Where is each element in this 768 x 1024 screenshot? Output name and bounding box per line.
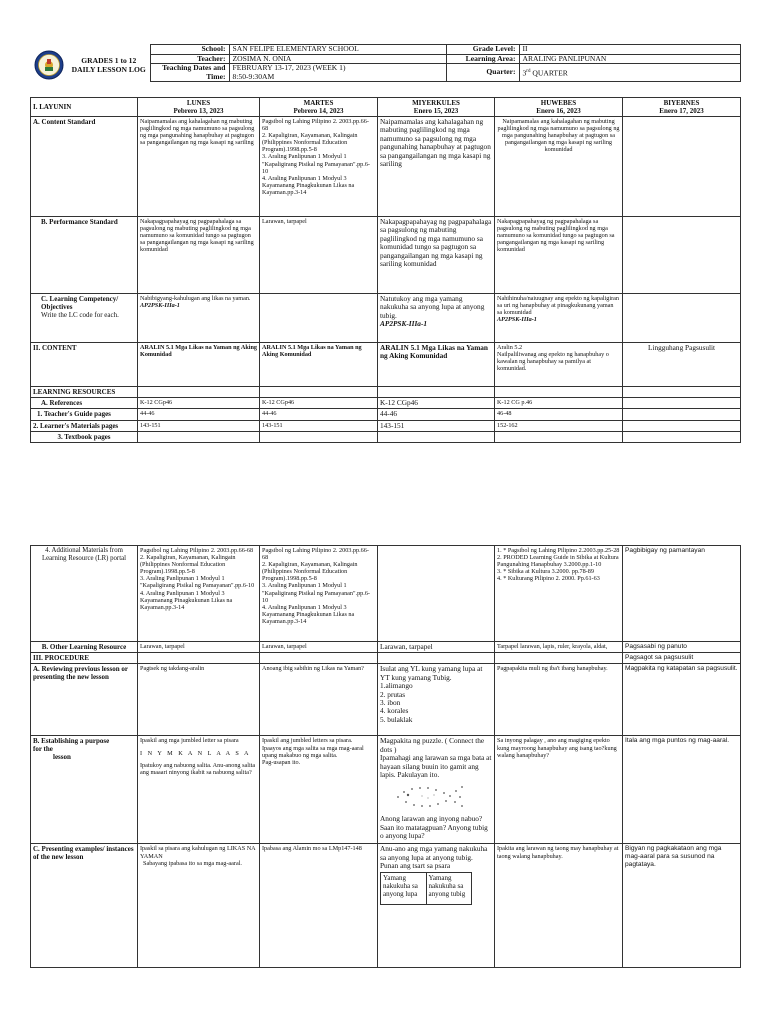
content-fri: Lingguhang Pagsusulit: [623, 343, 741, 387]
day-header-wed: MIYERKULES Enero 15, 2023: [378, 98, 495, 117]
performance-standard-tue: Larawan, tarpapel: [260, 217, 378, 294]
procedure-fri: Pagsagot sa pagsusulit: [623, 653, 741, 664]
additional-wed: [378, 546, 495, 642]
establishing-thu: Sa inyong palagay , ano ang magiging epekto kung mayroong hanapbuhay ang isang tao?kung walang hanapbuhay?: [495, 736, 623, 844]
performance-standard-mon: Nakapagpapahayag ng pagpapahalaga sa pagsulong ng mabuting paglilingkod ng mga namumuno sa komunidad tungo sa pagtugon sa pangangailangan ng mga kasapi ng sariling komunidad: [138, 217, 260, 294]
references-fri: [623, 398, 741, 409]
references-wed: K-12 CGp46: [378, 398, 495, 409]
teachers-guide-mon: 44-46: [138, 409, 260, 420]
teachers-guide-fri: [623, 409, 741, 420]
teacher-label: Teacher:: [150, 54, 229, 64]
additional-mon: Pagsibol ng Lahing Pilipino 2. 2003.pp.66-68 2. Kapaligiran, Kayamanan, Kalingain (Philippines Nonformal Education Program).1998.pp.5-8 3. Araling Panlipunan 1 Modyul 1 "Kapaligirang Pisikal ng Pamayanan".pp.6-10 4. Araling Panlipunan 1 Modyul 3 Kayamanang Pinagkukunan Likas na Kayaman.pp.3-14: [138, 546, 260, 642]
performance-standard-thu: Nakapagpapahayag ng pagpapahalaga sa pagsulong ng mabuting paglilingkod ng mga namumuno sa komunidad tungo sa pagtugon sa pangangailangan ng mga kasapi ng sariling komunidad: [495, 217, 623, 294]
school-value: SAN FELIPE ELEMENTARY SCHOOL: [229, 45, 446, 55]
teachers-guide-tue: 44-46: [260, 409, 378, 420]
dll-title-cell: [68, 45, 150, 86]
additional-tue: Pagsibol ng Lahing Pilipino 2. 2003.pp.66-68 2. Kapaligiran, Kayamanan, Kalingain (Philippines Nonformal Education Program).1998.pp.5-8 3. Araling Panlipunan 1 Modyul 1 "Kapaligirang Pisikal ng Pamayanan".pp.6-10 4. Araling Panlipunan 1 Modyul 3 Kayamanang Pinagkukunan Likas na Kayaman.pp.3-14: [260, 546, 378, 642]
references-thu: K-12 CG p.46: [495, 398, 623, 409]
chart-col-tubig: Yamang nakukuha sa anyong tubig: [426, 872, 472, 904]
references-label: A. References: [31, 398, 138, 409]
school-label: School:: [150, 45, 229, 55]
area-value: ARALING PANLIPUNAN: [519, 54, 740, 64]
reviewing-tue: Anoang ibig sabihin ng Likas na Yaman?: [260, 664, 378, 736]
content-standard-wed: Naipamamalas ang kahalagahan ng mabuting paglilingkod ng mga namumuno sa pagsulong ng mga pangunahing hanapbuhay at pagtugon sa pangangailangan ng mga kasapi ng sariling: [378, 117, 495, 217]
resources-chart: [380, 872, 472, 905]
day-header-mon: LUNES Pebrero 13, 2023: [138, 98, 260, 117]
references-tue: K-12 CGp46: [260, 398, 378, 409]
learning-competency-fri: [623, 294, 741, 343]
other-resources-fri: Pagsasabi ng panuto: [623, 642, 741, 653]
reviewing-thu: Pagpapakita muli ng iba't ibang hanapbuhay.: [495, 664, 623, 736]
lc-code-thu: AP2PSK-IIIa-1: [497, 316, 537, 324]
learners-materials-mon: 143-151: [138, 420, 260, 431]
quarter-value: 3rd QUARTER: [519, 64, 740, 82]
connect-the-dots-fish-icon: [392, 782, 472, 812]
teachers-guide-thu: 46-48: [495, 409, 623, 420]
dates-value: FEBRUARY 13-17, 2023 (WEEK 1): [232, 63, 346, 73]
learning-competency-tue: [260, 294, 378, 343]
presenting-mon: Ipaskil sa pisara ang kahulugan ng LIKAS NA YAMAN Sabayang ipabasa ito sa mga mag-aaral.: [138, 844, 260, 968]
dll-title-line2: DAILY LESSON LOG: [71, 65, 146, 75]
lc-code-mon: AP2PSK-IIIa-1: [140, 302, 180, 310]
establishing-wed: Magpakita ng puzzle. ( Connect the dots ) Ipamahagi ang larawan sa mga bata at hayaan silang buuin ito gamit ang lapis. Pakulayan ito. Anong larawan ang inyong nabuo? Saan ito matatagpuan? Anyong tubig o anyong lupa?: [378, 736, 495, 844]
jumbled-letters: I N Y M K A N L A A S A: [140, 749, 251, 757]
presenting-fri: Bigyan ng pagkakataon ang mga mag-aaral para sa susunod na pagtataya.: [623, 844, 741, 968]
learners-materials-thu: 152-162: [495, 420, 623, 431]
day-header-fri: BIYERNES Enero 17, 2023: [623, 98, 741, 117]
performance-standard-wed: Nakapagpapahayag ng pagpapahalaga sa pagsulong ng mabuting paglilingkod ng mga namumuno sa komunidad tungo sa pagtugon sa pangangailangan ng mga kasapi ng sariling komunidad: [378, 217, 495, 294]
learners-materials-tue: 143-151: [260, 420, 378, 431]
content-wed: ARALIN 5.1 Mga Likas na Yaman ng Aking Komunidad: [378, 343, 495, 387]
teacher-value: ZOSIMA N. ONIA: [229, 54, 446, 64]
lc-code-note: Write the LC code for each.: [41, 311, 119, 319]
learners-materials-wed: 143-151: [378, 420, 495, 431]
reviewing-wed: Isulat ang YL kung yamang lupa at YT kung yamang Tubig. 1.alimango 2. prutas 3. ibon 4. korales 5. bulaklak: [378, 664, 495, 736]
presenting-label: C. Presenting examples/ instances of the new lesson: [31, 844, 138, 968]
dates-label: Teaching Dates and: [162, 63, 226, 73]
presenting-tue: Ipabasa ang Alamin mo sa LMp147-148: [260, 844, 378, 968]
day-header-tue: MARTES Pebrero 14, 2023: [260, 98, 378, 117]
dates-label-cell: [150, 64, 229, 82]
learning-competency-thu: Nahihinuha/naiuugnay ang epekto ng kapaligiran sa uri ng hanapbuhay at pinagkukunang yaman sa komunidad AP2PSK-IIIa-1: [495, 294, 623, 343]
learners-materials-label: 2. Learner's Materials pages: [31, 420, 138, 431]
grade-value: II: [519, 45, 740, 55]
grade-label: Grade Level:: [446, 45, 519, 55]
references-mon: K-12 CGp46: [138, 398, 260, 409]
establishing-mon: Ipaskil ang mga jumbled letter sa pisara I N Y M K A N L A A S A Ipatukoy ang nabuong salita. Anu-anong salita ang maaari ninyong ikabit sa nabuong salita?: [138, 736, 260, 844]
teachers-guide-label: 1. Teacher's Guide pages: [31, 409, 138, 420]
content-mon: ARALIN 5.1 Mga Likas na Yaman ng Aking Komunidad: [138, 343, 260, 387]
content-thu: Aralin 5.2 Nailpaliliwanag ang epekto ng hanapbuhay o kawalan ng hanapbuhay sa pamilya at komunidad.: [495, 343, 623, 387]
other-resources-mon: Larawan, tarpapel: [138, 642, 260, 653]
other-resources-thu: Tarpapel larawan, lapis, ruler, krayola, aldat,: [495, 642, 623, 653]
presenting-wed: Anu-ano ang mga yamang nakukuha sa anyong lupa at anyong tubig. Punan ang tsart sa psara Yamang nakukuha sa anyong lupa Yamang nakukuha sa anyong tubig: [378, 844, 495, 968]
content-standard-fri: [623, 117, 741, 217]
learning-competency-wed: Natutukoy ang mga yamang nakukuha sa anyong lupa at anyong tubig. AP2PSK-IIIa-1: [378, 294, 495, 343]
content-tue: ARALIN 5.1 Mga Likas na Yaman ng Aking Komunidad: [260, 343, 378, 387]
other-resources-tue: Larawan, tarpapel: [260, 642, 378, 653]
learning-competency-mon: Nabibigyang-kahulugan ang likas na yaman. AP2PSK-IIIa-1: [138, 294, 260, 343]
learning-resources-label: LEARNING RESOURCES: [31, 387, 138, 398]
learners-materials-fri: [623, 420, 741, 431]
reviewing-label: A. Reviewing previous lesson or presenting the new lesson: [31, 664, 138, 736]
content-label: II. CONTENT: [31, 343, 138, 387]
deped-seal-icon: [34, 50, 64, 80]
additional-fri: Pagbibigay ng pamantayan: [623, 546, 741, 642]
learning-competency-label-cell: [31, 294, 138, 343]
deped-seal-cell: [30, 45, 68, 86]
dates-value-cell: [229, 64, 446, 82]
reviewing-mon: Pagtsek ng takdang-aralin: [138, 664, 260, 736]
content-standard-label: A. Content Standard: [31, 117, 138, 217]
establishing-label: B. Establishing a purpose for the lesson: [31, 736, 138, 844]
area-label: Learning Area:: [446, 54, 519, 64]
content-standard-thu: Naipamamalas ang kahalagahan ng mabuting paglilingkod ng mga namumuno sa pagsulong ng mga pangunahing hanapbuhay at pagtugon sa pangangailangan ng mga kasapi ng sariling komunidad: [495, 117, 623, 217]
other-resources-label: B. Other Learning Resource: [31, 642, 138, 653]
dll-table-part1: [30, 97, 741, 443]
time-value: 8:50-9:30AM: [232, 71, 275, 81]
other-resources-wed: Larawan, tarpapel: [378, 642, 495, 653]
day-header-thu: HUWEBES Enero 16, 2023: [495, 98, 623, 117]
procedure-heading: III. PROCEDURE: [31, 653, 138, 664]
additional-thu: 1. * Pagsibol ng Lahing Pilipino 2.2003.pp.25-28 2. PRODED Learning Guide in Sibika at Kultura Pangunahing Hanapbuhay 3.2000.pp.1-10 3. * Sibika at Kultura 3.2000. pp.78-89 4. * Kulturang Pilipino 2. 2000. Pp.61-63: [495, 546, 623, 642]
additional-materials-label: 4. Additional Materials from Learning Resource (LR) portal: [31, 546, 138, 642]
presenting-thu: Ipakita ang larawan ng taong may hanapbuhay at taong walang hanapbuhay.: [495, 844, 623, 968]
reviewing-fri: Magpakita ng katapatan sa pagsusulit.: [623, 664, 741, 736]
performance-standard-label: B. Performance Standard: [31, 217, 138, 294]
establishing-fri: Itala ang mga puntos ng mag-aaral.: [623, 736, 741, 844]
teachers-guide-wed: 44-46: [378, 409, 495, 420]
time-label: Time:: [206, 71, 226, 81]
dll-table-part2: [30, 545, 741, 968]
learning-competency-label: C. Learning Competency/ Objectives: [41, 295, 119, 311]
quarter-label: Quarter:: [446, 64, 519, 82]
chart-col-lupa: Yamang nakukuha sa anyong lupa: [381, 872, 427, 904]
performance-standard-fri: [623, 217, 741, 294]
textbook-pages-label: 3. Textbook pages: [31, 432, 138, 443]
dll-title-line1: GRADES 1 to 12: [81, 56, 137, 66]
content-standard-mon: Naipamamalas ang kahalagahan ng mabuting paglilingkod ng mga namumuno sa pagsulong ng mga pangunahing hanapbuhay at pagtugon sa pangangailangan ng mga kasapi ng sariling: [138, 117, 260, 217]
establishing-tue: Ipaskil ang jumbled letters sa pisara. Ipaayos ang mga salita sa mga mag-aaral upang makabuo ng mga salita. Pag-usapan ito.: [260, 736, 378, 844]
dll-header: [30, 44, 741, 86]
lc-code-wed: AP2PSK-IIIa-1: [380, 319, 428, 329]
content-standard-tue: Pagsibol ng Lahing Pilipino 2. 2003.pp.66-68 2. Kapaligiran, Kayamanan, Kalingain (Philippines Nonformal Education Program).1998.pp.5-8 3. Araling Panlipunan 1 Modyul 1 "Kapaligirang Pisikal ng Pamayanan".pp.6-10 4. Araling Panlipunan 1 Modyul 3 Kayamanang Pinagkukunan Likas na Kayaman.pp.3-14: [260, 117, 378, 217]
layunin-heading: I. LAYUNIN: [31, 98, 138, 117]
